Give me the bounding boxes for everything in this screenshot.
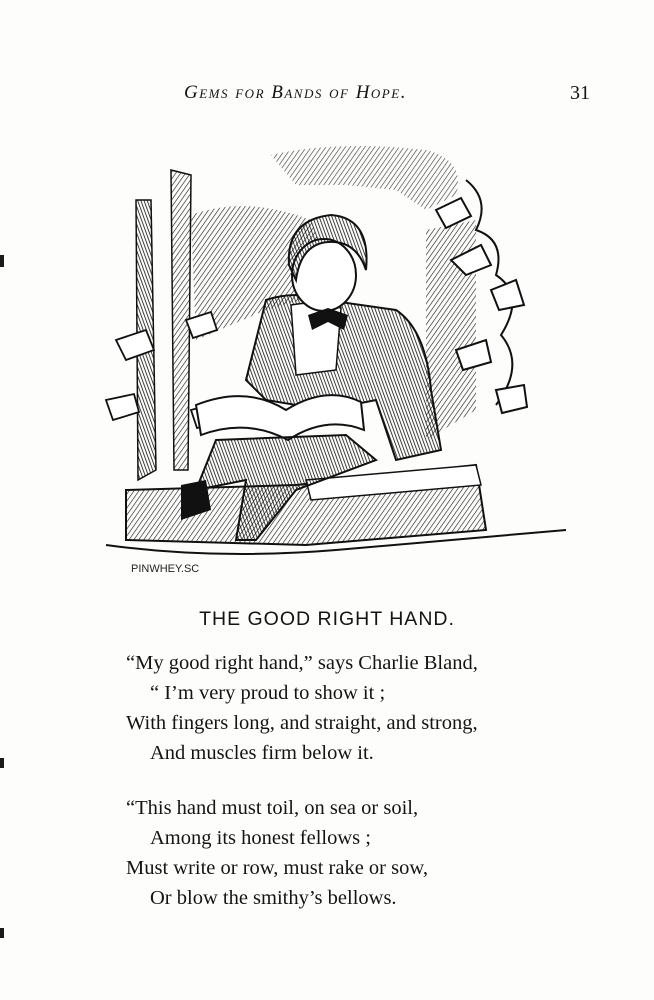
poem-line: With fingers long, and straight, and strong,	[126, 712, 478, 734]
poem-title: THE GOOD RIGHT HAND.	[199, 608, 455, 630]
poem-line: Among its honest fellows ;	[150, 827, 371, 849]
engraving-boy-reading	[96, 140, 576, 585]
poem-line: Must write or row, must rake or sow,	[126, 857, 428, 879]
engraving-image	[96, 140, 576, 585]
poem-line: And muscles firm below it.	[150, 742, 374, 764]
cloud-shading	[271, 146, 458, 210]
page-header	[120, 82, 590, 112]
engraver-signature: PINWHEY.SC	[131, 563, 200, 575]
poem-line: Or blow the smithy’s bellows.	[150, 887, 397, 909]
page-number: 31	[570, 82, 590, 104]
running-title: Gems for Bands of Hope.	[184, 82, 407, 103]
poem-line: “My good right hand,” says Charlie Bland,	[126, 652, 478, 674]
poem-line: “This hand must toil, on sea or soil,	[126, 797, 419, 819]
page-edge-mark	[0, 255, 4, 267]
page-edge-mark	[0, 758, 4, 768]
page-edge-mark	[0, 928, 4, 938]
poem-line: “ I’m very proud to show it ;	[150, 682, 386, 704]
